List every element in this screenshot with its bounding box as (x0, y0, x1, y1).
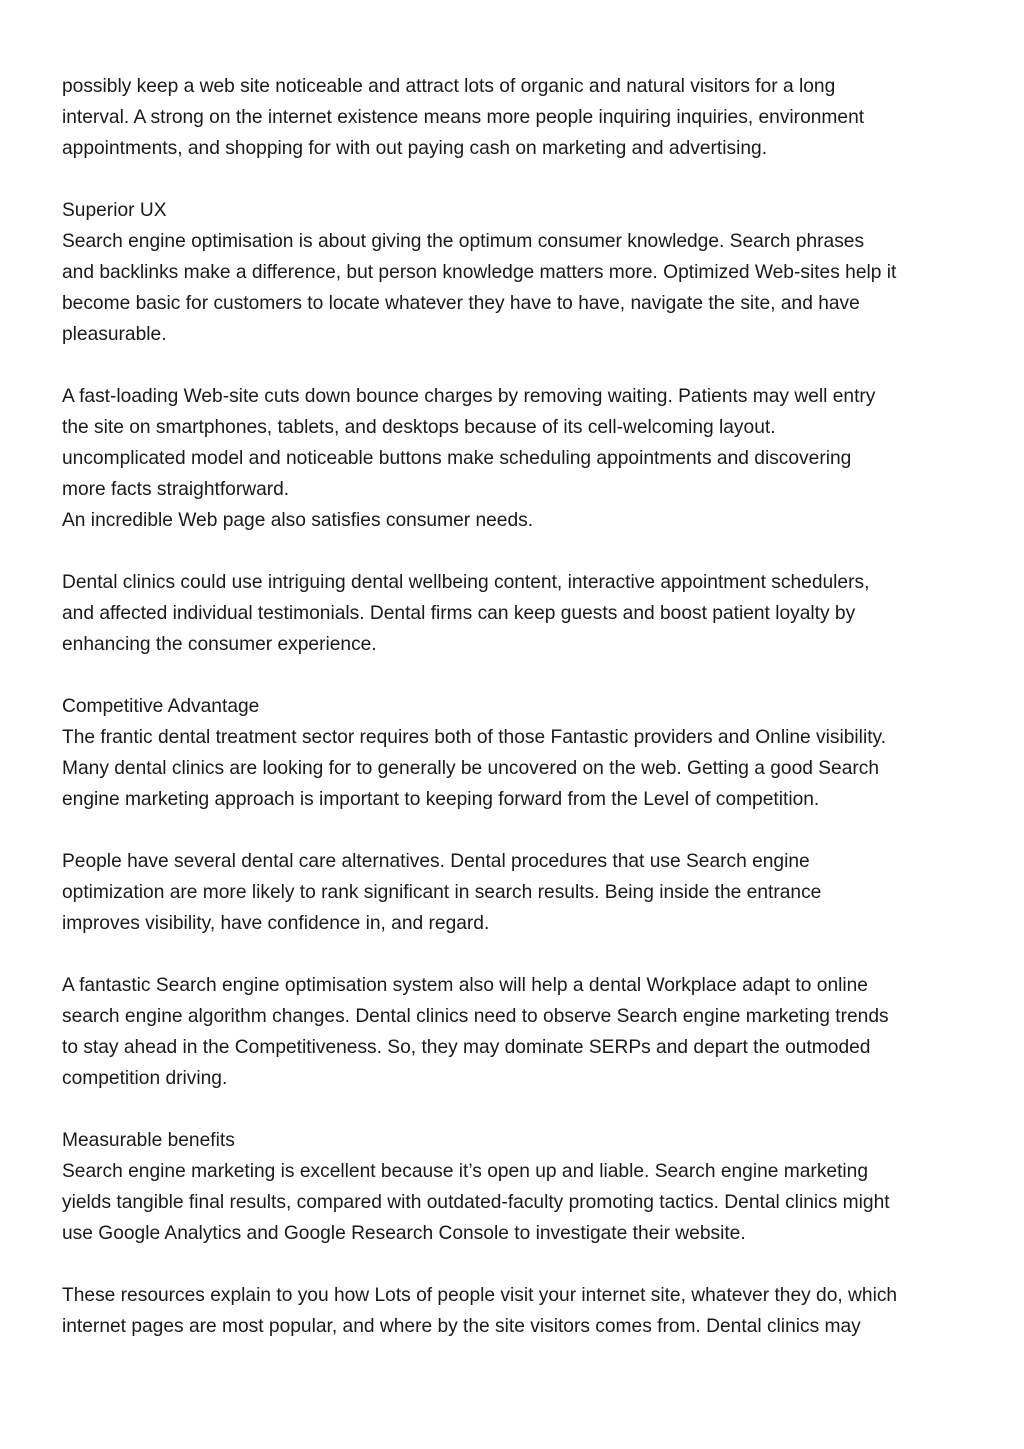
text-line: Search engine marketing is excellent because it’s open up and liable. Search engine marketing (62, 1161, 869, 1182)
text-line: optimization are more likely to rank significant in search results. Being inside the entrance (62, 882, 822, 903)
text-line: enhancing the consumer experience. (62, 634, 377, 655)
paragraph-spacer (62, 350, 972, 381)
text-line: These resources explain to you how Lots of people visit your internet site, whatever they do, which (62, 1285, 898, 1306)
text-line: and backlinks make a difference, but person knowledge matters more. Optimized Web-sites help it (62, 262, 897, 283)
paragraph (62, 71, 972, 164)
paragraph-spacer (62, 536, 972, 567)
paragraph-spacer (62, 939, 972, 970)
paragraph-spacer (62, 1094, 972, 1125)
text-line: competition driving. (62, 1068, 228, 1089)
text-line: possibly keep a web site noticeable and attract lots of organic and natural visitors for a long (62, 76, 836, 97)
section-heading: Measurable benefits (62, 1130, 235, 1151)
text-line: become basic for customers to locate whatever they have to have, navigate the site, and have (62, 293, 860, 314)
text-line: engine marketing approach is important to keeping forward from the Level of competition. (62, 789, 820, 810)
paragraph-spacer (62, 164, 972, 195)
paragraph-spacer (62, 660, 972, 691)
text-line: improves visibility, have confidence in, and regard. (62, 913, 490, 934)
paragraph (62, 1280, 972, 1342)
document-page (62, 71, 972, 1342)
text-line: use Google Analytics and Google Research Console to investigate their website. (62, 1223, 746, 1244)
text-line: interval. A strong on the internet existence means more people inquiring inquiries, environment (62, 107, 865, 128)
paragraph-spacer (62, 1249, 972, 1280)
text-line: Dental clinics could use intriguing dental wellbeing content, interactive appointment schedulers, (62, 572, 870, 593)
text-line: The frantic dental treatment sector requires both of those Fantastic providers and Online visibility. (62, 727, 887, 748)
text-line: appointments, and shopping for with out paying cash on marketing and advertising. (62, 138, 768, 159)
section-heading: Superior UX (62, 200, 167, 221)
section-paragraph (62, 691, 972, 815)
text-line: search engine algorithm changes. Dental clinics need to observe Search engine marketing trends (62, 1006, 889, 1027)
section-heading: Competitive Advantage (62, 696, 260, 717)
paragraph (62, 846, 972, 939)
section-paragraph (62, 195, 972, 350)
section-paragraph (62, 1125, 972, 1249)
text-line: and affected individual testimonials. Dental firms can keep guests and boost patient loyalty by (62, 603, 856, 624)
paragraph (62, 381, 972, 536)
text-line: Search engine optimisation is about giving the optimum consumer knowledge. Search phrases (62, 231, 865, 252)
text-line: An incredible Web page also satisfies consumer needs. (62, 510, 534, 531)
text-line: A fantastic Search engine optimisation system also will help a dental Workplace adapt to online (62, 975, 868, 996)
text-line: A fast-loading Web-site cuts down bounce charges by removing waiting. Patients may well entry (62, 386, 876, 407)
text-line: more facts straightforward. (62, 479, 290, 500)
text-line: Many dental clinics are looking for to generally be uncovered on the web. Getting a good Search (62, 758, 880, 779)
text-line: yields tangible final results, compared with outdated-faculty promoting tactics. Dental clinics might (62, 1192, 890, 1213)
text-line: the site on smartphones, tablets, and desktops because of its cell-welcoming layout. (62, 417, 776, 438)
paragraph (62, 567, 972, 660)
text-line: People have several dental care alternatives. Dental procedures that use Search engine (62, 851, 810, 872)
text-line: pleasurable. (62, 324, 167, 345)
paragraph-spacer (62, 815, 972, 846)
text-line: to stay ahead in the Competitiveness. So, they may dominate SERPs and depart the outmoded (62, 1037, 871, 1058)
text-line: internet pages are most popular, and where by the site visitors comes from. Dental clinics may (62, 1316, 861, 1337)
text-line: uncomplicated model and noticeable buttons make scheduling appointments and discovering (62, 448, 852, 469)
paragraph (62, 970, 972, 1094)
